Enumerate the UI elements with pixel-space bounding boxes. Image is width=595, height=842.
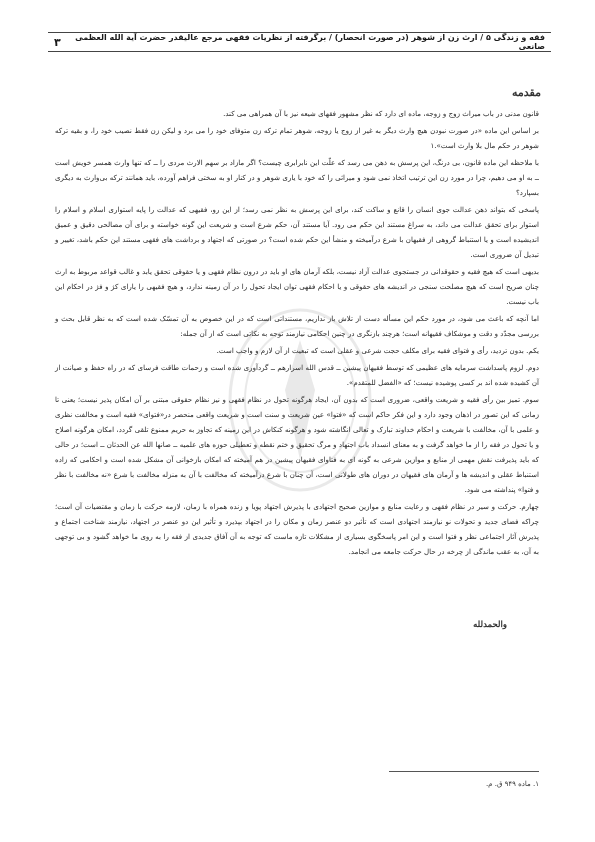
- paragraph: پاسخی که بتواند ذهن عدالت جوی انسان را قانع و ساکت کند، برای این پرسش به نظر نمی رسد؛ از این رو، فقیهی که عدالت را پایه استواری اسلام و اسلام را استوار برای تحقق عدالت می داند، به سراغ مستند این حکم می رود. آیا مستند آن، حکم شرع است و شریعت این گونه خواسته و برای آن مصالحی دقیق و عمیق اندیشیده است و یا استنباط گروهی از فقیهان با شرع درآمیخته و منشأ این حکم شده است؟ در صورتی که اجتهاد و برداشت های فقهی مستند این حکم باشد، تغییر و تبدیل آن ضروری است.: [55, 205, 539, 259]
- footnote: ۱. ماده ۹۴۹ ق. م.: [485, 780, 539, 788]
- paragraph: قانون مدنی در باب میراث زوج و زوجه، ماده ای دارد که نظر مشهور فقهای شیعه نیز با آن همراهی می کند.: [223, 109, 539, 118]
- paragraph: بر اساس این ماده «در صورت نبودن هیچ وارث دیگر به غیر از زوج یا زوجه، شوهر تمام ترکه زن متوفای خود را می برد و لیکن زن فقط نصیب خود را، و بقیه ترکه شوهر در حکم مال بلا وارث است».۱: [55, 126, 539, 150]
- paragraph: با ملاحظه این ماده قانون، بی درنگ، این پرسش به ذهن می رسد که علّت این نابرابری چیست؟ اگر مازاد بر سهم الارث مردی را ــ که تنها وارث همسر خویش است ــ به او می دهیم، چرا در مورد زن این ترتیب اتخاذ نمی شود و میراثی را که خود با یاری شوهر و در کنار او به سختی فراهم آورده، باید همانند ترکه بی‌وارث به دیگری بسپارد؟: [55, 158, 539, 197]
- footnote-divider: [389, 771, 539, 772]
- paragraph: یکم. بدون تردید، رأی و فتوای فقیه برای مکلف حجت شرعی و عقلی است که تبعیت از آن لازم و واجب است.: [216, 346, 539, 355]
- page-number: ۳: [54, 35, 61, 49]
- running-title: فقه و زندگی ۵ / ارث زن از شوهر (در صورت انحصار) / برگرفته از نظریات فقهی مرجع عالیقدر حضرت آیة الله العظمی صانعی: [75, 33, 545, 51]
- paragraph: اما آنچه که باعث می شود، در مورد حکم این مسأله دست از تلاش باز نداریم، مستنداتی است که در این خصوص به آن تمسّک شده است که به نظر قابل بحث و بررسی مجدّد و دقت و موشکاف فقیهانه است؛ هرچند بازنگری در چنین احکامی نیازمند توجه به نکاتی است که از آن جمله:: [55, 314, 539, 338]
- section-title: مقدمه: [511, 86, 541, 99]
- paragraph: چهارم. حرکت و سیر در نظام فقهی و رعایت منابع و موازین صحیح اجتهادی با پذیرش اجتهاد پویا و زنده همراه با زمان، لازمه حرکت با زمان و مقتضیات آن است؛ چراکه فضای جدید و تحولات نو نیازمند اجتهادی است که تأثیر دو عنصر زمان و مکان را در اجتهاد بپذیرد و تأثیر این دو عنصر در اجتهاد، نیازمند شناخت اجتماع و پذیرش آثار اجتماعی نظر و فتوا است و این امر پاسخگوی بسیاری از مشکلات تازه ماست که توجه به آن آفاق جدیدی از فقه را به روی ما خواهد گشود و بی توجهی به آن، به عقب ماندگی از چرخه در حال حرکت جامعه می انجامد.: [55, 502, 539, 556]
- paragraph: سوم. تمیز بین رأی فقیه و شریعت واقعی، ضروری است که بدون آن، ایجاد هرگونه تحول در نظام فقهی و نیز نظام حقوقی مبتنی بر آن امکان پذیر نیست؛ یعنی تا زمانی که این تصور در اذهان وجود دارد و این فکر حاکم است که «فتوا» عین شریعت و سنت است و شریعت واقعی منحصر در«فتوای» فقیه است و مخالفت نظری و علمی با آن، مخالفت با شریعت و احکام خداوند تبارک و تعالی انگاشته شود و هرگونه کنکاش در این زمینه که تجاوز به حریم ممنوع تلقی گردد، امکان هرگونه اصلاح و یا تحول در فقه را از ما خواهد گرفت و به معنای انسداد باب اجتهاد و مرگ تحقیق و ختم نقطه و تعطیلی حوزه های علمیه ــ صانها الله عن الحدثان ــ است؛ در حالی که باید پذیرفت نقش مهمی از منابع و موازین شرعی به گونه ای به فتاوای فقیهان پیشین در هم آمیخته که امکان بازخوانی آن مشکل شده است و احکامی که زاده استنباط عقلی و اندیشه ها و آرمان های فقیهان در دوران های طولانی است، آن چنان با شرع درآمیخته که مخالفت با آن به منزله مخالفت با شرع «نه مخالفت با نظر و فتوا» پنداشته می شود.: [55, 395, 539, 494]
- paragraph: دوم. لزوم پاسداشت سرمایه های عظیمی که توسط فقیهان پیشین ــ قدس الله اسرارهم ــ گردآوری شده است و زحمات طاقت فرسای که در راه حفظ و صیانت از آن کشیده شده اند بر کسی پوشیده نیست؛ که «الفضل للمتقدم».: [55, 363, 539, 387]
- page-header: [48, 32, 551, 52]
- paragraph: بدیهی است که هیچ فقیه و حقوقدانی در جستجوی عدالت آزاد نیست، بلکه آرمان های او باید در درون نظام فقهی و یا حقوقی تحقق یابد و غالب قواعد مربوط به ارث چنان صریح است که هیچ مصلحت سنجی در اندیشه های حقوقی و یا احکام فقهی توان ایجاد تحول را در آن زمینه ندارد، و هیچ فقیهی را یارای کژ و فژ در احکام این باب نیست.: [55, 267, 539, 306]
- closing-phrase: والحمدلله: [473, 620, 507, 630]
- body-text: [55, 106, 539, 561]
